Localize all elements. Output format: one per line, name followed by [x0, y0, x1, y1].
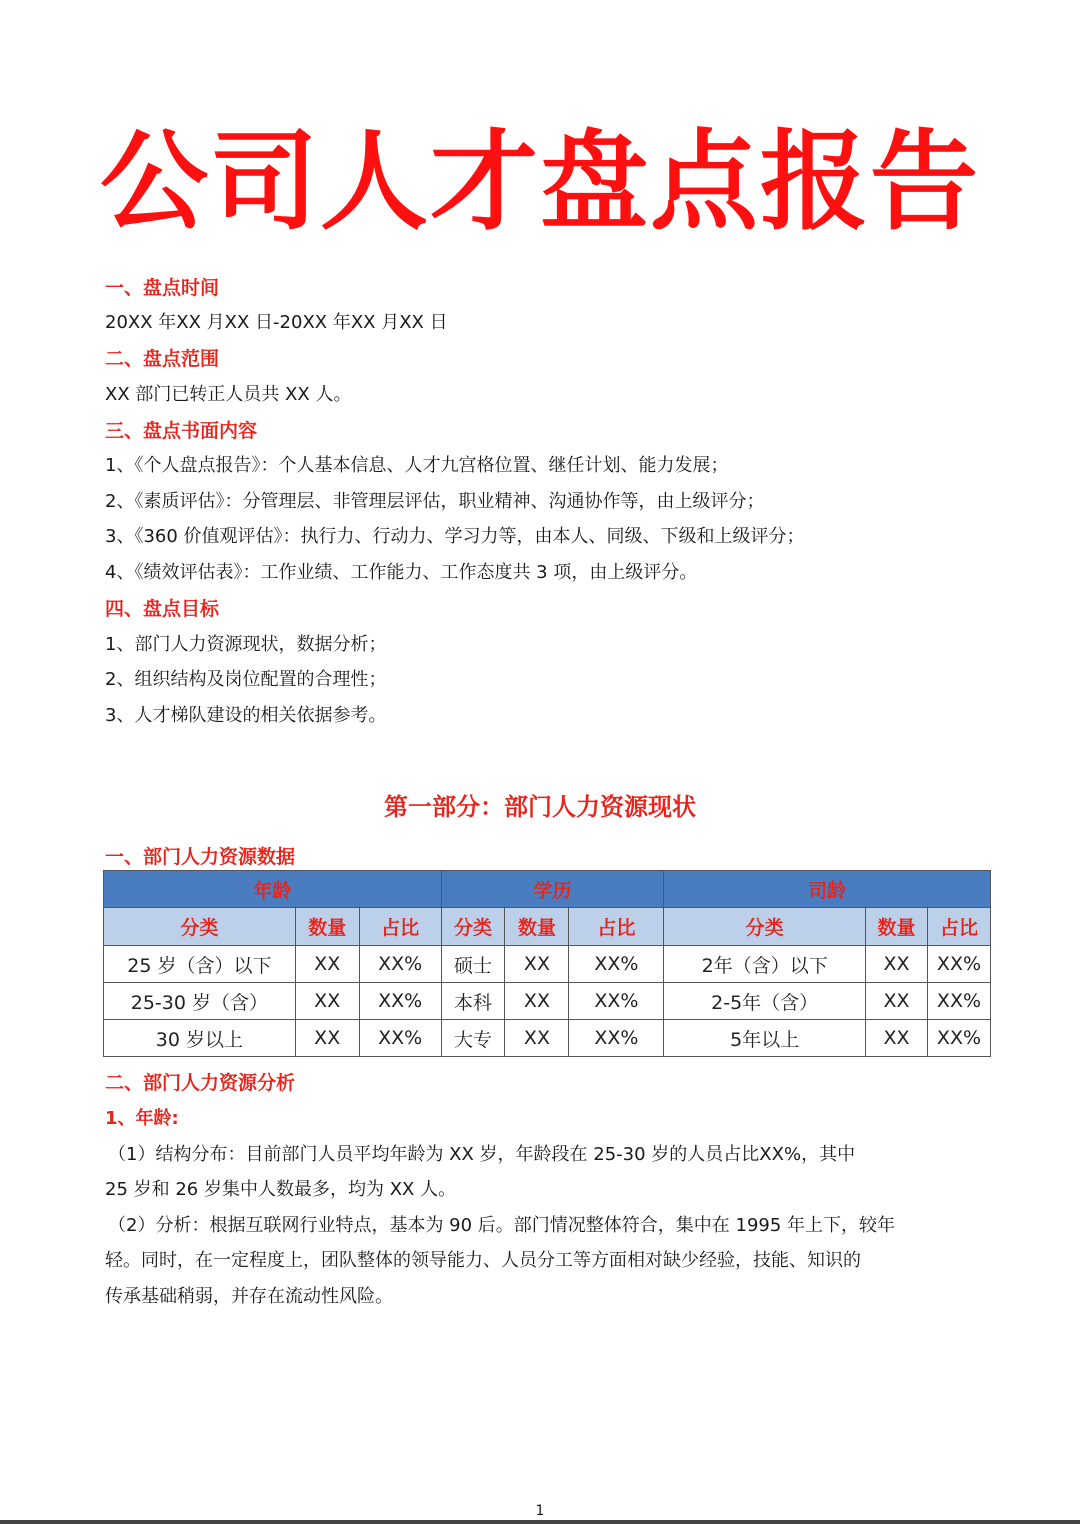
table-cell: 30 岁以上: [104, 1020, 296, 1057]
contents-item: 1、《个人盘点报告》：个人基本信息、人才九宫格位置、继任计划、能力发展；: [105, 455, 729, 476]
table-cell: XX: [866, 983, 928, 1020]
analysis-line: 轻。同时，在一定程度上，团队整体的领导能力、人员分工等方面相对缺少经验，技能、知识的: [105, 1250, 861, 1271]
goals-item: 1、部门人力资源现状，数据分析；: [105, 634, 387, 655]
subheader-cell: 占比: [569, 908, 664, 946]
subheader-cell: 分类: [104, 908, 296, 946]
table-cell: 2-5年（含）: [664, 983, 866, 1020]
group-header-tenure: 司龄: [664, 871, 991, 908]
table-cell: 本科: [441, 983, 505, 1020]
table-cell: XX: [866, 946, 928, 983]
table-subheader-row: [104, 908, 991, 946]
table-cell: XX: [866, 1020, 928, 1057]
table-cell: XX%: [927, 946, 990, 983]
time-range-text: 20XX 年XX 月XX 日-20XX 年XX 月XX 日: [105, 312, 448, 333]
table-row: [104, 983, 991, 1020]
table-cell: XX%: [359, 946, 441, 983]
subheader-cell: 占比: [927, 908, 990, 946]
page-bottom-border: [0, 1520, 1080, 1524]
analysis-subheading-age: 1、年龄:: [105, 1108, 179, 1129]
table-cell: 2年（含）以下: [664, 946, 866, 983]
table-cell: XX%: [927, 983, 990, 1020]
table-row: [104, 946, 991, 983]
analysis-line: （1）结构分布：目前部门人员平均年龄为 XX 岁，年龄段在 25-30 岁的人员占比XX%，其中: [108, 1144, 856, 1165]
table-cell: XX: [295, 983, 359, 1020]
analysis-line: 25 岁和 26 岁集中人数最多，均为 XX 人。: [105, 1179, 457, 1200]
hr-data-table: [103, 870, 991, 1057]
goals-item: 3、人才梯队建设的相关依据参考。: [105, 705, 387, 726]
page-number: 1: [535, 1503, 545, 1519]
table-cell: XX%: [569, 1020, 664, 1057]
table-cell: 5年以上: [664, 1020, 866, 1057]
group-header-age: 年龄: [104, 871, 442, 908]
table-cell: 大专: [441, 1020, 505, 1057]
section-heading-scope: 二、盘点范围: [105, 348, 220, 370]
table-group-header-row: [104, 871, 991, 908]
table-cell: XX%: [569, 983, 664, 1020]
subheader-cell: 数量: [866, 908, 928, 946]
table-cell: XX: [505, 1020, 569, 1057]
table-cell: XX%: [359, 983, 441, 1020]
section-heading-goals: 四、盘点目标: [105, 598, 220, 620]
section-heading-hr-analysis: 二、部门人力资源分析: [105, 1072, 296, 1094]
contents-item: 2、《素质评估》：分管理层、非管理层评估，职业精神、沟通协作等，由上级评分；: [105, 491, 765, 512]
subheader-cell: 数量: [295, 908, 359, 946]
report-title: 公司人才盘点报告: [99, 120, 980, 245]
contents-item: 4、《绩效评估表》：工作业绩、工作能力、工作态度共 3 项，由上级评分。: [105, 562, 698, 583]
table-cell: XX%: [927, 1020, 990, 1057]
table-cell: 25-30 岁（含）: [104, 983, 296, 1020]
section-heading-contents: 三、盘点书面内容: [105, 420, 258, 442]
goals-item: 2、组织结构及岗位配置的合理性；: [105, 669, 387, 690]
subheader-cell: 占比: [359, 908, 441, 946]
table-cell: XX: [295, 1020, 359, 1057]
table-cell: 硕士: [441, 946, 505, 983]
analysis-line: 传承基础稍弱，并存在流动性风险。: [105, 1286, 393, 1307]
subheader-cell: 分类: [664, 908, 866, 946]
table-cell: XX: [505, 946, 569, 983]
contents-item: 3、《360 价值观评估》：执行力、行动力、学习力等，由本人、同级、下级和上级评分；: [105, 526, 805, 547]
analysis-line: （2）分析：根据互联网行业特点，基本为 90 后。部门情况整体符合，集中在 1995 年上下，较年: [108, 1215, 896, 1236]
section-heading-hr-data: 一、部门人力资源数据: [105, 846, 296, 868]
table-cell: XX%: [569, 946, 664, 983]
scope-text: XX 部门已转正人员共 XX 人。: [105, 384, 352, 405]
table-cell: 25 岁（含）以下: [104, 946, 296, 983]
table-cell: XX: [505, 983, 569, 1020]
table-cell: XX%: [359, 1020, 441, 1057]
subheader-cell: 分类: [441, 908, 505, 946]
table-cell: XX: [295, 946, 359, 983]
table-row: [104, 1020, 991, 1057]
section-heading-time: 一、盘点时间: [105, 277, 220, 299]
group-header-education: 学历: [441, 871, 664, 908]
part-one-title: 第一部分：部门人力资源现状: [384, 793, 696, 821]
subheader-cell: 数量: [505, 908, 569, 946]
